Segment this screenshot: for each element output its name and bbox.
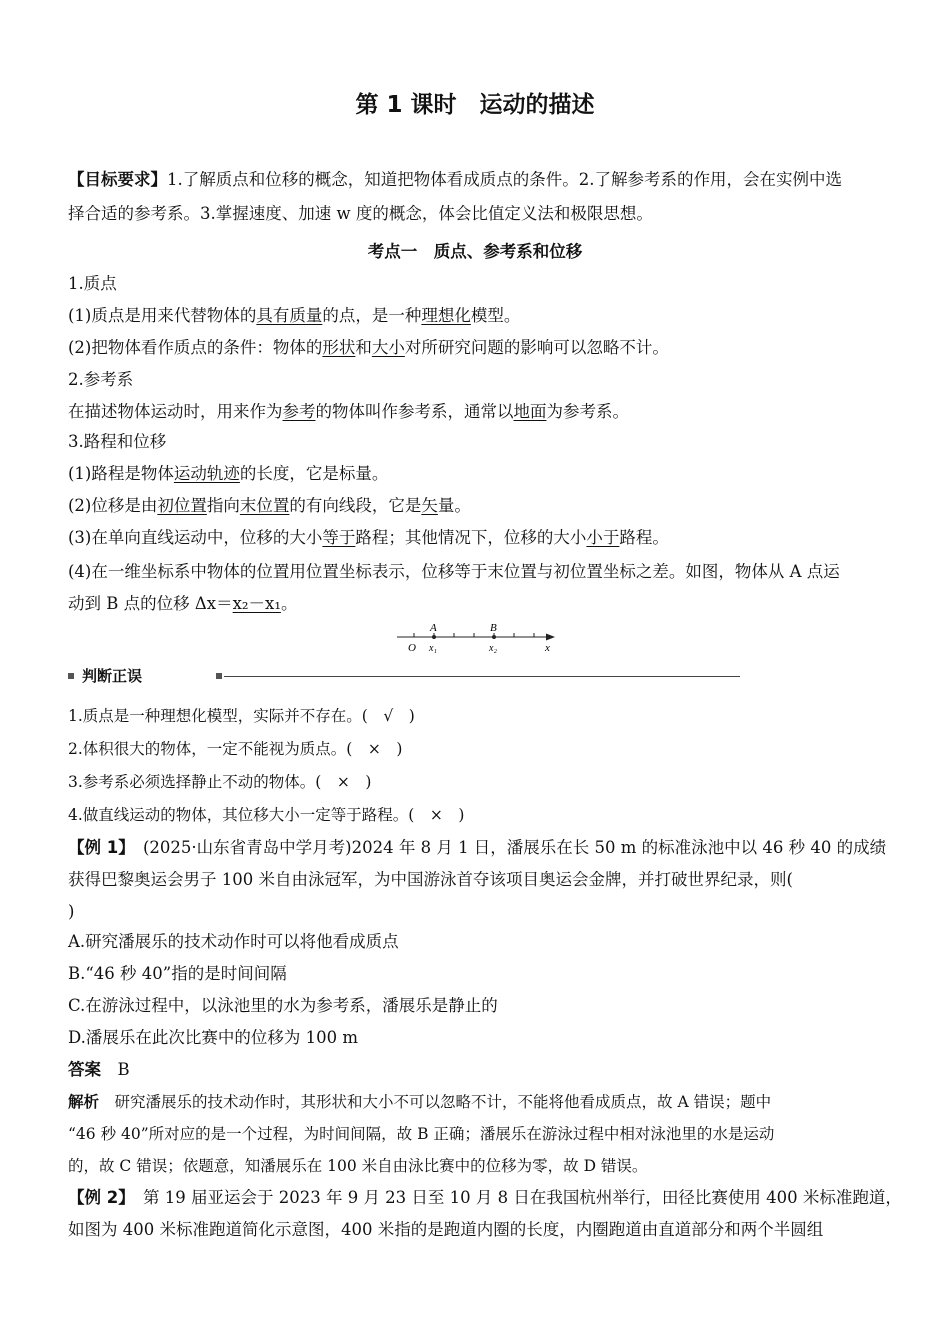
judge-item: 4.做直线运动的物体，其位移大小一定等于路程。( × ) [68,806,465,824]
blank-answer: 小于 [586,528,620,547]
s1-head: 1.质点 [68,274,117,293]
blank-answer: 参考 [282,402,316,421]
label-b: B [490,622,497,634]
blank-answer: 等于 [322,528,356,547]
label-a: A [430,622,437,634]
square-bullet-icon [68,673,74,679]
s3-head: 3.路程和位移 [68,432,167,451]
divider [224,676,740,677]
label-x1: x₁ [429,643,437,654]
ex1-option-d: D.潘展乐在此次比赛中的位移为 100 m [68,1028,359,1047]
axis-arrow-icon [546,634,555,641]
s1-p2: (2)把物体看作质点的条件：物体的形状和大小对所研究问题的影响可以忽略不计。 [68,338,669,357]
ex1-analysis-line-3: 的，故 C 错误；依题意，知潘展乐在 100 米自由泳比赛中的位移为零，故 D 错误。 [68,1157,648,1175]
answer-tag: 答案 [68,1060,101,1079]
goal-line-1 [68,168,882,192]
goal-line-2: 择合适的参考系。3.掌握速度、加速 w 度的概念，体会比值定义法和极限思想。 [68,204,653,223]
ex1-analysis-line-1: 解析 研究潘展乐的技术动作时，其形状和大小不可以忽略不计，不能将他看成质点，故 A 错误；题中 [68,1093,772,1111]
blank-answer: 运动轨迹 [173,464,240,483]
s1-p1: (1)质点是用来代替物体的具有质量的点，是一种理想化模型。 [68,306,521,325]
ex2-q-line-2: 如图为 400 米标准跑道简化示意图，400 米指的是跑道内圈的长度，内圈跑道由直道部分和两个半圆组 [68,1220,824,1239]
ex1-answer [68,1058,882,1082]
answer-value: B [117,1060,130,1079]
ex2-tag: 【例 2】 [68,1188,127,1207]
judge-section-header [68,665,740,689]
s3-p4a: (4)在一维坐标系中物体的位置用位置坐标表示，位移等于末位置与初位置坐标之差。如图，物体从 A 点运 [68,562,840,581]
square-bullet-icon [216,673,222,679]
judge-label: 判断正误 [82,667,143,685]
blank-answer: 初位置 [157,496,207,515]
judge-item: 1.质点是一种理想化模型，实际并不存在。( √ ) [68,707,415,725]
ex1-option-b: B.“46 秒 40”指的是时间间隔 [68,964,287,983]
judge-item: 2.体积很大的物体，一定不能视为质点。( × ) [68,740,403,758]
label-x: x [545,642,550,654]
analysis-tag: 解析 [68,1093,100,1111]
s3-p1: (1)路程是物体运动轨迹的长度，它是标量。 [68,464,389,483]
blank-answer: 地面 [513,402,547,421]
goal-tag: 【目标要求】 [68,170,167,189]
blank-answer: 形状 [322,338,356,357]
s2-head: 2.参考系 [68,370,134,389]
judge-item: 3.参考系必须选择静止不动的物体。( × ) [68,773,372,791]
point-b-dot [492,635,496,639]
s2-p1: 在描述物体运动时，用来作为参考的物体叫作参考系，通常以地面为参考系。 [68,402,629,421]
blank-answer: 矢 [421,496,438,515]
blank-answer: 具有质量 [256,306,323,325]
blank-answer: 理想化 [421,306,471,325]
section-heading: 考点一 质点、参考系和位移 [367,242,583,261]
blank-answer: x₂－x₁ [232,594,281,613]
ex1-q-line-2: 获得巴黎奥运会男子 100 米自由泳冠军，为中国游泳首夺该项目奥运会金牌，并打破世界纪录，则( [68,870,793,889]
label-o: O [408,642,416,654]
s3-p2: (2)位移是由初位置指向末位置的有向线段，它是矢量。 [68,496,471,515]
ex1-tag: 【例 1】 [68,838,127,857]
ex1-option-a: A.研究潘展乐的技术动作时可以将他看成质点 [68,932,399,951]
goal-text-1: 1.了解质点和位移的概念，知道把物体看成质点的条件。2.了解参考系的作用，会在实例中选 [167,170,842,189]
blank-answer: 末位置 [239,496,290,515]
ex1-analysis-line-2: “46 秒 40”所对应的是一个过程，为时间间隔，故 B 正确；潘展乐在游泳过程中相对泳池里的水是运动 [68,1125,775,1143]
coordinate-axis-figure [395,620,560,656]
ex1-q-line-1: 【例 1】 (2025·山东省青岛中学月考)2024 年 8 月 1 日，潘展乐在长 50 m 的标准泳池中以 46 秒 40 的成绩 [68,838,887,857]
blank-answer: 大小 [371,338,405,357]
s3-p3: (3)在单向直线运动中，位移的大小等于路程；其他情况下，位移的大小小于路程。 [68,528,669,547]
point-a-dot [432,635,436,639]
s3-p4b: 动到 B 点的位移 Δx＝x₂－x₁。 [68,594,298,613]
label-x2: x₂ [489,643,497,654]
ex2-q-line-1: 【例 2】 第 19 届亚运会于 2023 年 9 月 23 日至 10 月 8 日在我国杭州举行，田径比赛使用 400 米标准跑道， [68,1188,902,1207]
ex1-q-line-3: ) [68,902,75,921]
page-title: 第 1 课时 运动的描述 [355,92,595,118]
ex1-option-c: C.在游泳过程中，以泳池里的水为参考系，潘展乐是静止的 [68,996,498,1015]
